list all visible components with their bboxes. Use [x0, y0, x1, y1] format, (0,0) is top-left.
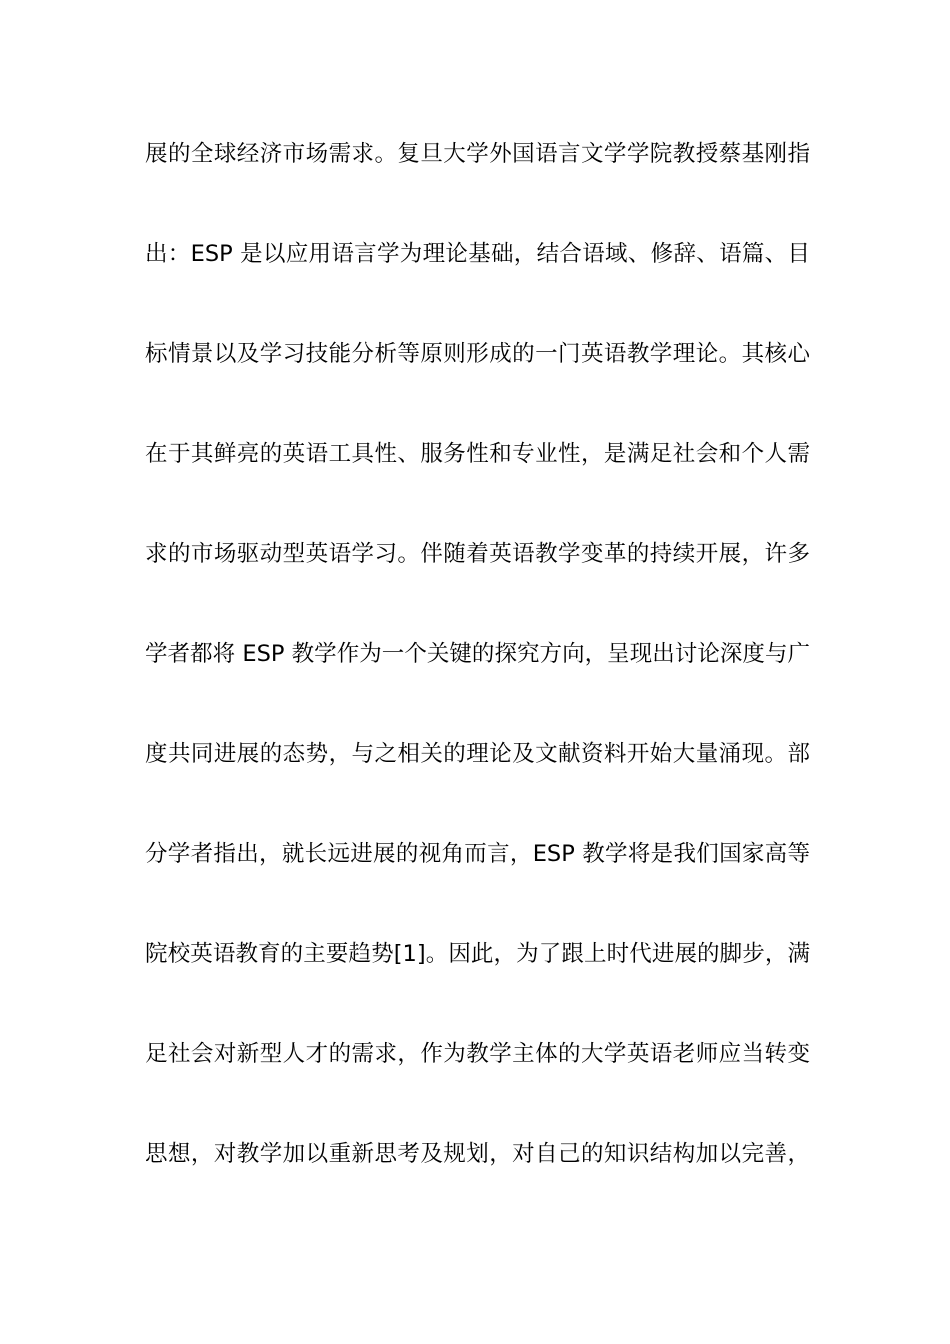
text-line-9: 院校英语教育的主要趋势[1]。因此，为了跟上时代进展的脚步，满	[145, 941, 810, 967]
text-line-4: 在于其鲜亮的英语工具性、服务性和专业性，是满足社会和个人需	[145, 441, 810, 467]
text-line-11: 思想，对教学加以重新思考及规划，对自己的知识结构加以完善，	[145, 1141, 810, 1167]
text-line-10: 足社会对新型人才的需求，作为教学主体的大学英语老师应当转变	[145, 1041, 810, 1067]
body-text	[145, 128, 810, 1228]
text-line-7: 度共同进展的态势，与之相关的理论及文献资料开始大量涌现。部	[145, 741, 810, 767]
text-line-8: 分学者指出，就长远进展的视角而言，ESP 教学将是我们国家高等	[145, 841, 810, 867]
text-line-6: 学者都将 ESP 教学作为一个关键的探究方向，呈现出讨论深度与广	[145, 641, 810, 667]
text-line-1: 展的全球经济市场需求。复旦大学外国语言文学学院教授蔡基刚指	[145, 141, 810, 167]
text-line-3: 标情景以及学习技能分析等原则形成的一门英语教学理论。其核心	[145, 341, 810, 367]
text-line-5: 求的市场驱动型英语学习。伴随着英语教学变革的持续开展，许多	[145, 541, 810, 567]
text-line-2: 出：ESP 是以应用语言学为理论基础，结合语域、修辞、语篇、目	[145, 241, 810, 267]
